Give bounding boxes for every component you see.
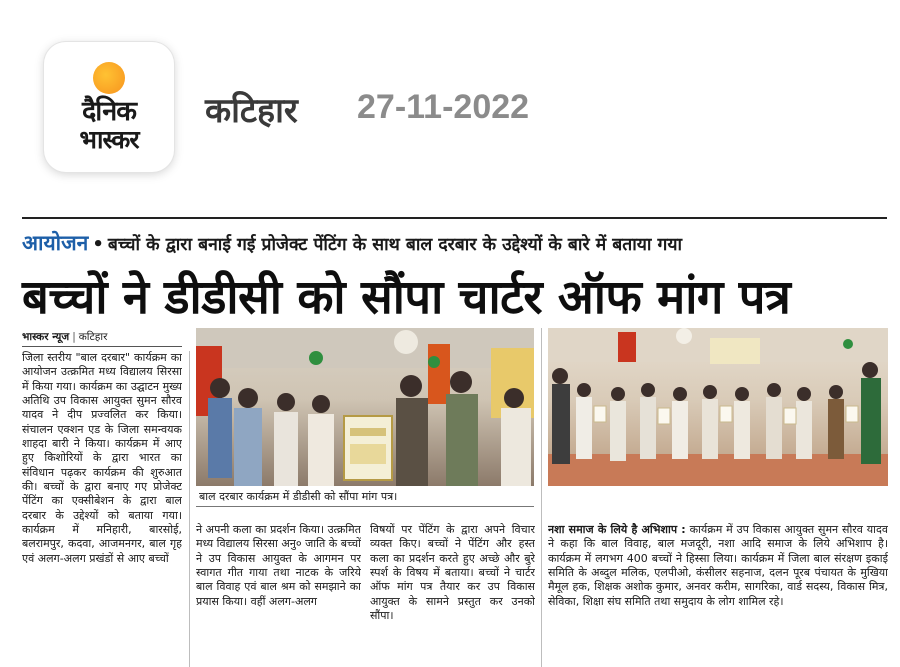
top-divider: [22, 217, 887, 219]
logo-text-line2: भास्कर: [79, 125, 139, 154]
section-subheading: नशा समाज के लिये है अभिशाप :: [548, 523, 686, 536]
column-divider: [541, 328, 542, 667]
logo-text-line1: दैनिक: [81, 96, 137, 127]
edition-date: 27-11-2022: [357, 88, 530, 126]
article-column-1: जिला स्तरीय "बाल दरबार" कार्यक्रम का आयोजन उत्क्रमित मध्य विद्यालय सिरसा में किया गया। कार्यक्रम का उद्घाटन मुख्य अतिथि उप विकास आयुक्त सुमन सौरव यादव ने दीप प्रज्वलित कर किया। संचालन एक्शन एड के जिला समन्वयक शाहदा बारी ने किया। कार्यक्रम में आए हुए किशोरियों के द्वारा भारत का संविधान पढ़कर कार्यक्रम की शुरुआत की। बच्चों के द्वारा बनाए गए प्रोजेक्ट पेंटिंग का एक्सीबेशन के द्वारा बाल दरबार के उद्देश्यों को बताया गया। कार्यक्रम में मनिहारी, बारसोई, बलरामपुर, कदवा, आजमनगर, बाल गृह एवं अलग-अलग प्रखंडों से आए बच्चों: [22, 351, 182, 565]
sun-logo-icon: [93, 62, 125, 94]
bullet-icon: •: [92, 234, 104, 255]
subheadline: बच्चों के द्वारा बनाई गई प्रोजेक्ट पेंटिंग के साथ बाल दरबार के उद्देश्यों के बारे में बताया गया: [107, 235, 683, 255]
kicker-label: आयोजन: [22, 231, 89, 255]
byline-divider: [22, 346, 182, 347]
headline: बच्चों ने डीडीसी को सौंपा चार्टर ऑफ मांग पत्र: [22, 270, 791, 325]
column-divider: [189, 351, 190, 667]
edition-place: कटिहार: [205, 91, 298, 131]
event-photo-children: [548, 328, 888, 486]
article-column-2: ने अपनी कला का प्रदर्शन किया। उत्क्रमित मध्य विद्यालय सिरसा अनु० जाति के बच्चों ने उप विकास आयुक्त के आगमन पर स्वागत गीत गाया तथा नाटक के जरिये बाल विवाह एवं बाल श्रम को समझाने का प्रयास किया। वहीं अलग-अलग: [196, 523, 361, 608]
byline-separator: |: [72, 331, 76, 343]
caption-divider: [196, 506, 534, 507]
byline-source: भास्कर न्यूज: [22, 331, 70, 343]
photo-caption: बाल दरबार कार्यक्रम में डीडीसी को सौंपा मांग पत्र।: [199, 490, 398, 503]
kicker-row: [22, 229, 892, 259]
newspaper-logo: [44, 42, 174, 172]
event-photo-handover: [196, 328, 534, 486]
article-column-3: विषयों पर पेंटिंग के द्वारा अपने विचार व्यक्त किए। बच्चों ने पेंटिंग और हस्त कला का प्रदर्शन करते हुए अच्छे और बुरे स्पर्श के विषय में बताया। बच्चों ने चार्टर ऑफ मांग पत्र तैयार कर उप विकास आयुक्त के सामने प्रस्तुत कर उनको सौंपा।: [370, 523, 535, 623]
byline-place: कटिहार: [78, 331, 108, 343]
column-4-text: कार्यक्रम में उप विकास आयुक्त सुमन सौरव यादव ने कहा कि बाल विवाह, बाल मजदूरी, नशा आदि समाज के लिये अभिशाप है। कार्यक्रम में लगभग 400 बच्चों ने हिस्सा लिया। कार्यक्रम में जिला बाल संरक्षण इकाई समिति के अब्दुल मलिक, एलपीओ, कंसीलर सहनाज, दलन पूरब पंचायत के मुखिया मैमूल हक, शिक्षक अशोक कुमार, अनवर करीम, सागरिका, वार्ड सदस्य, विकास मित्र, सेविका, शिक्षा संघ समिति तथा समुदाय के लोग शामिल रहे।: [548, 523, 888, 608]
article-column-4: [548, 523, 888, 667]
news-clipping: [0, 215, 900, 667]
byline: [22, 330, 107, 344]
